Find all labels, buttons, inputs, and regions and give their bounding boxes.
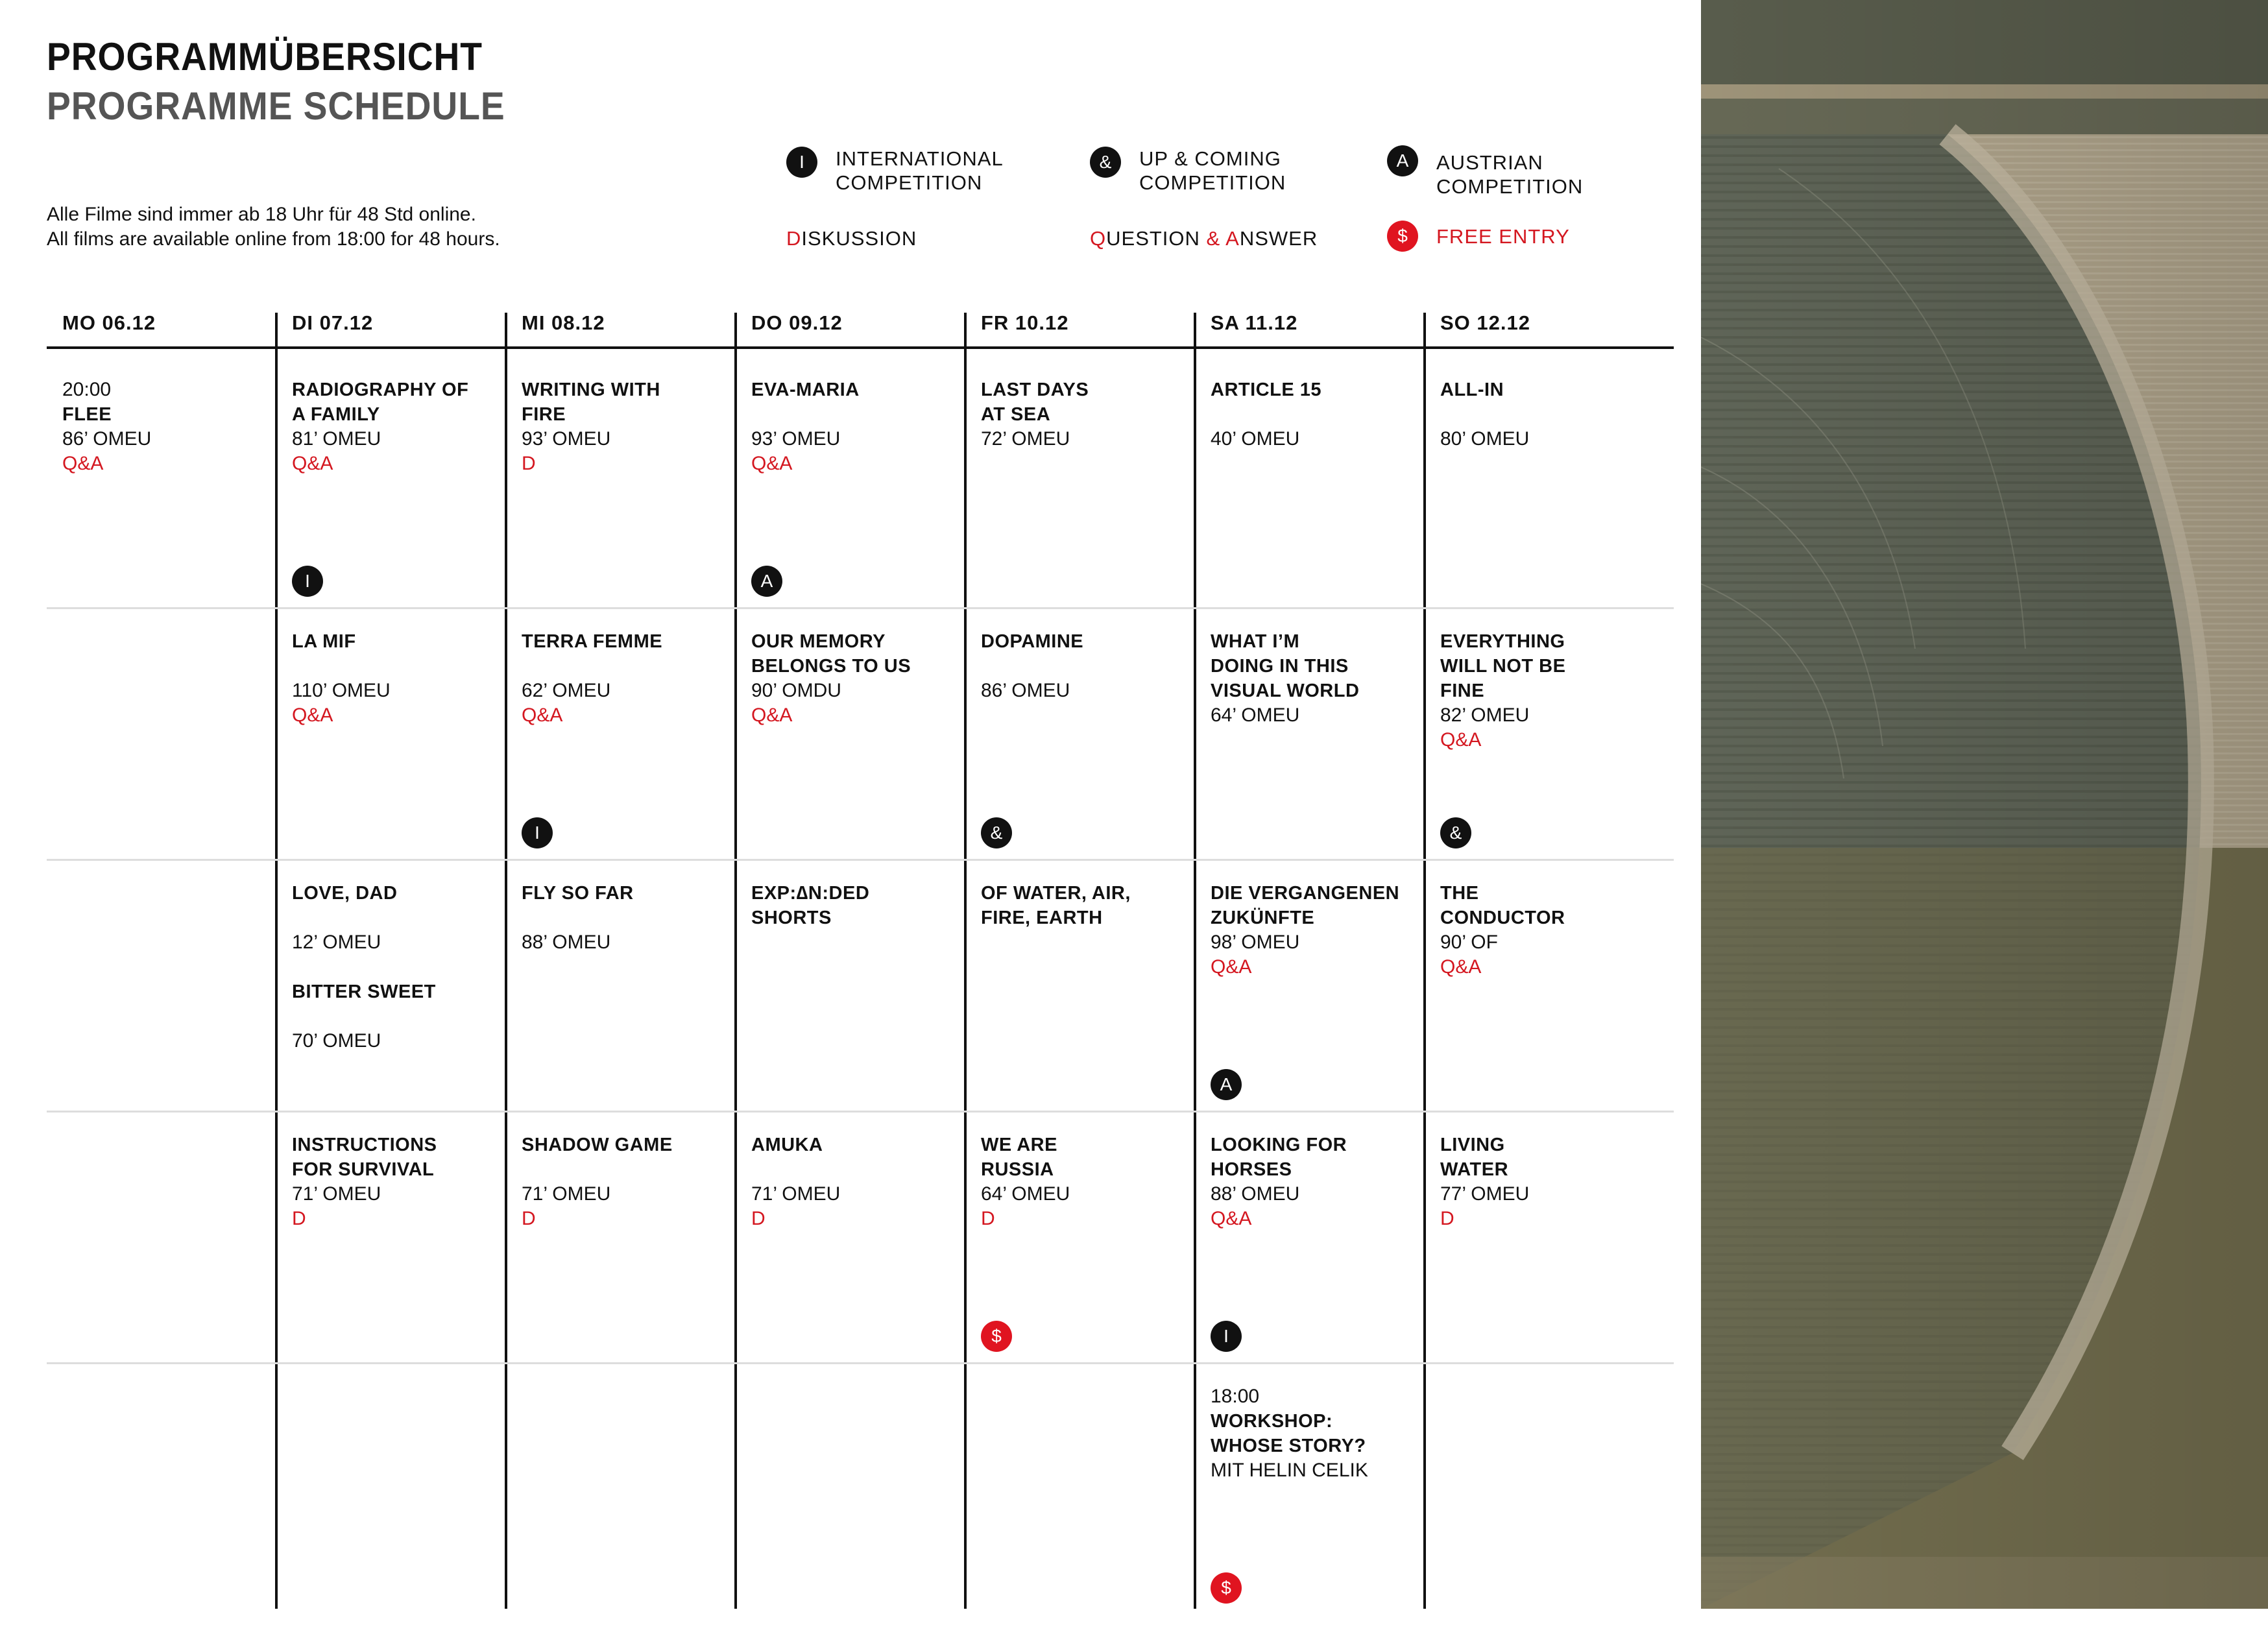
event-tag: Q&A <box>751 453 793 474</box>
film-title: FIRE <box>522 404 566 425</box>
film-info: 81’ OMEU <box>292 428 381 450</box>
intro-de: Alle Filme sind immer ab 18 Uhr für 48 Std online. <box>47 204 476 225</box>
film-title: WHAT I’M <box>1211 631 1300 652</box>
schedule-grid <box>47 298 1674 1609</box>
film-info: 86’ OMEU <box>981 680 1070 701</box>
international-badge-icon: I <box>786 147 817 178</box>
film-title: FIRE, EARTH <box>981 908 1103 928</box>
film-title <box>522 654 662 679</box>
film-title: FLY SO FAR <box>522 883 634 904</box>
cell-text <box>981 378 1089 451</box>
film-info: 72’ OMEU <box>981 428 1070 450</box>
cell-text <box>751 881 869 930</box>
film-title: SHADOW GAME <box>522 1135 673 1155</box>
schedule-cell <box>751 378 965 629</box>
legend-qa: QUESTION & ANSWER <box>1090 227 1318 250</box>
film-title <box>751 402 860 427</box>
event-tag: Q&A <box>1440 729 1482 751</box>
film-title: LOVE, DAD <box>292 883 398 904</box>
film-info: 90’ OMDU <box>751 680 841 701</box>
cell-text <box>292 629 391 728</box>
film-title: FLEE <box>62 404 112 425</box>
film-info: 88’ OMEU <box>522 932 611 953</box>
aerial-field-photo <box>1701 0 2268 1609</box>
film-info: 90’ OF <box>1440 932 1498 953</box>
event-tag: Q&A <box>292 704 333 726</box>
event-tag: D <box>292 1208 306 1229</box>
film-title: AMUKA <box>751 1135 823 1155</box>
schedule-cell <box>1211 1133 1425 1384</box>
schedule-cell <box>292 378 506 629</box>
schedule-cell <box>1211 881 1425 1133</box>
film-info: 71’ OMEU <box>751 1183 841 1205</box>
film-title <box>981 654 1083 679</box>
upcoming-badge-icon: & <box>1440 817 1471 848</box>
film-info: 64’ OMEU <box>981 1183 1070 1205</box>
austrian-badge-icon: A <box>1211 1069 1242 1100</box>
free-entry-badge-icon: $ <box>981 1321 1012 1352</box>
cell-text <box>981 629 1083 703</box>
film-title: WILL NOT BE <box>1440 656 1566 677</box>
schedule-cell <box>1440 629 1654 881</box>
film-title <box>522 1157 673 1182</box>
cell-text <box>1211 378 1321 451</box>
cell-text <box>522 378 660 476</box>
film-title: SHORTS <box>751 908 832 928</box>
schedule-cell <box>751 881 965 1133</box>
film-title: HORSES <box>1211 1159 1292 1180</box>
free-entry-badge-icon: $ <box>1211 1572 1242 1604</box>
cell-text <box>1440 881 1565 980</box>
film-info: 86’ OMEU <box>62 428 152 450</box>
film-title: INSTRUCTIONS <box>292 1135 437 1155</box>
film-title: RUSSIA <box>981 1159 1054 1180</box>
film-title: A FAMILY <box>292 404 380 425</box>
film-info: 62’ OMEU <box>522 680 611 701</box>
film-title: EVERYTHING <box>1440 631 1565 652</box>
day-header: FR 10.12 <box>981 311 1069 334</box>
event-tag: Q&A <box>292 453 333 474</box>
film-info: 77’ OMEU <box>1440 1183 1530 1205</box>
event-tag: D <box>1440 1208 1454 1229</box>
schedule-cell <box>292 1133 506 1384</box>
cell-text <box>522 1133 673 1231</box>
schedule-cell <box>1440 881 1654 1133</box>
cell-text <box>62 378 151 476</box>
schedule-cell <box>1440 378 1654 629</box>
legend-free <box>1387 221 1570 252</box>
event-tag: Q&A <box>1440 956 1482 978</box>
film-title: WE ARE <box>981 1135 1057 1155</box>
film-title: EVA-MARIA <box>751 379 860 400</box>
austrian-badge-icon: A <box>1387 145 1418 176</box>
film-title: CONDUCTOR <box>1440 908 1565 928</box>
film-info: 71’ OMEU <box>522 1183 611 1205</box>
film-title: VISUAL WORLD <box>1211 680 1360 701</box>
film-title <box>751 1157 840 1182</box>
event-tag: D <box>981 1208 995 1229</box>
film-title: BELONGS TO US <box>751 656 911 677</box>
day-header: SA 11.12 <box>1211 311 1298 334</box>
day-header: SO 12.12 <box>1440 311 1530 334</box>
film-info: 98’ OMEU <box>1211 932 1300 953</box>
film-info: 70’ OMEU <box>292 1030 381 1052</box>
legend-international-line1: INTERNATIONAL <box>836 147 1004 170</box>
cell-text <box>522 629 662 728</box>
event-tag: Q&A <box>1211 956 1252 978</box>
schedule-cell <box>981 1133 1195 1384</box>
event-tag: D <box>522 453 536 474</box>
film-title: TERRA FEMME <box>522 631 663 652</box>
film-title: LOOKING FOR <box>1211 1135 1347 1155</box>
film-info: 40’ OMEU <box>1211 428 1300 450</box>
film-title: ZUKÜNFTE <box>1211 908 1315 928</box>
schedule-cell <box>981 378 1195 629</box>
film-title: WHOSE STORY? <box>1211 1436 1366 1456</box>
schedule-cell <box>292 629 506 881</box>
header-rule <box>47 346 1674 349</box>
film-title <box>1440 402 1529 427</box>
schedule-cell <box>981 629 1195 881</box>
film-title: LIVING <box>1440 1135 1505 1155</box>
cell-text <box>751 378 860 476</box>
film-title: OF WATER, AIR, <box>981 883 1131 904</box>
cell-text <box>1211 881 1399 980</box>
free-entry-badge-icon: $ <box>1387 221 1418 252</box>
intro-en: All films are available online from 18:00 for 48 hours. <box>47 228 500 250</box>
cell-text <box>751 629 911 728</box>
film-info: 93’ OMEU <box>522 428 611 450</box>
schedule-cell <box>1211 629 1425 881</box>
cell-text <box>292 881 436 1053</box>
screening-time: 18:00 <box>1211 1386 1260 1407</box>
page-title-en: PROGRAMME SCHEDULE <box>47 84 505 128</box>
legend-free-label: FREE ENTRY <box>1436 224 1570 248</box>
film-title: ALL-IN <box>1440 379 1504 400</box>
cell-text <box>751 1133 840 1231</box>
intro-text <box>47 202 500 252</box>
schedule-cell <box>522 881 736 1133</box>
screening-time: 20:00 <box>62 379 112 400</box>
schedule-cell <box>522 629 736 881</box>
upcoming-badge-icon: & <box>981 817 1012 848</box>
event-tag: D <box>522 1208 536 1229</box>
cell-text <box>522 881 634 955</box>
schedule-cell <box>1440 1133 1654 1384</box>
legend-international <box>786 147 1004 195</box>
cell-text <box>1211 1384 1368 1483</box>
film-title: RADIOGRAPHY OF <box>292 379 469 400</box>
cell-text <box>292 1133 437 1231</box>
event-tag: Q&A <box>62 453 104 474</box>
event-tag: Q&A <box>1211 1208 1252 1229</box>
austrian-badge-icon: A <box>751 566 782 597</box>
film-title <box>292 654 391 679</box>
film-title: LAST DAYS <box>981 379 1089 400</box>
international-badge-icon: I <box>522 817 553 848</box>
film-title <box>1211 402 1321 427</box>
cell-text <box>1440 378 1529 451</box>
film-title: FINE <box>1440 680 1485 701</box>
day-header: DO 09.12 <box>751 311 843 334</box>
film-info: 110’ OMEU <box>292 680 391 701</box>
legend-austrian-line1: AUSTRIAN <box>1436 151 1543 174</box>
cell-text <box>292 378 468 476</box>
film-info: 64’ OMEU <box>1211 704 1300 726</box>
aerial-photo-illustration <box>1701 0 2268 1609</box>
international-badge-icon: I <box>1211 1321 1242 1352</box>
film-info: MIT HELIN CELIK <box>1211 1460 1368 1481</box>
legend-discussion: DISKUSSION <box>786 227 917 250</box>
schedule-cell <box>1211 378 1425 629</box>
film-title: BITTER SWEET <box>292 981 436 1002</box>
film-title: ARTICLE 15 <box>1211 379 1321 400</box>
upcoming-badge-icon: & <box>1090 147 1121 178</box>
film-title: DIE VERGANGENEN <box>1211 883 1400 904</box>
cell-text <box>981 1133 1070 1231</box>
schedule-cell <box>62 378 276 629</box>
schedule-cell <box>751 629 965 881</box>
day-header: DI 07.12 <box>292 311 374 334</box>
film-info: 12’ OMEU <box>292 932 381 953</box>
film-title <box>292 906 436 930</box>
film-info: 93’ OMEU <box>751 428 841 450</box>
film-info: 82’ OMEU <box>1440 704 1530 726</box>
film-title: DOING IN THIS <box>1211 656 1349 677</box>
schedule-cell <box>292 881 506 1133</box>
schedule-cell <box>522 378 736 629</box>
cell-text <box>1211 1133 1347 1231</box>
day-header: MI 08.12 <box>522 311 605 334</box>
event-tag: Q&A <box>522 704 563 726</box>
film-info: 80’ OMEU <box>1440 428 1530 450</box>
film-title: DOPAMINE <box>981 631 1084 652</box>
cell-text <box>1211 629 1359 728</box>
film-title: AT SEA <box>981 404 1051 425</box>
spacer <box>292 955 436 980</box>
legend-upcoming-line1: UP & COMING <box>1139 147 1281 170</box>
legend-austrian-line2: COMPETITION <box>1436 175 1584 198</box>
film-info: 88’ OMEU <box>1211 1183 1300 1205</box>
film-title: WORKSHOP: <box>1211 1411 1333 1432</box>
film-title: EXP:∆N:DED <box>751 883 870 904</box>
event-tag: Q&A <box>751 704 793 726</box>
film-title <box>522 906 634 930</box>
cell-text <box>1440 629 1565 752</box>
page-title-de: PROGRAMMÜBERSICHT <box>47 35 483 78</box>
schedule-cell <box>751 1133 965 1384</box>
film-title: WRITING WITH <box>522 379 660 400</box>
legend-upcoming <box>1090 147 1286 195</box>
film-title: LA MIF <box>292 631 356 652</box>
film-title: THE <box>1440 883 1479 904</box>
legend-austrian <box>1387 145 1583 198</box>
schedule-cell <box>1211 1384 1425 1636</box>
schedule-cell <box>981 881 1195 1133</box>
film-title: WATER <box>1440 1159 1509 1180</box>
event-tag: D <box>751 1208 766 1229</box>
day-header: MO 06.12 <box>62 311 156 334</box>
spacer <box>292 1004 436 1029</box>
cell-text <box>981 881 1131 930</box>
legend-international-line2: COMPETITION <box>836 171 983 194</box>
film-title: OUR MEMORY <box>751 631 886 652</box>
schedule-cell <box>522 1133 736 1384</box>
film-info: 71’ OMEU <box>292 1183 381 1205</box>
film-title: FOR SURVIVAL <box>292 1159 435 1180</box>
international-badge-icon: I <box>292 566 323 597</box>
cell-text <box>1440 1133 1529 1231</box>
legend-upcoming-line2: COMPETITION <box>1139 171 1286 194</box>
